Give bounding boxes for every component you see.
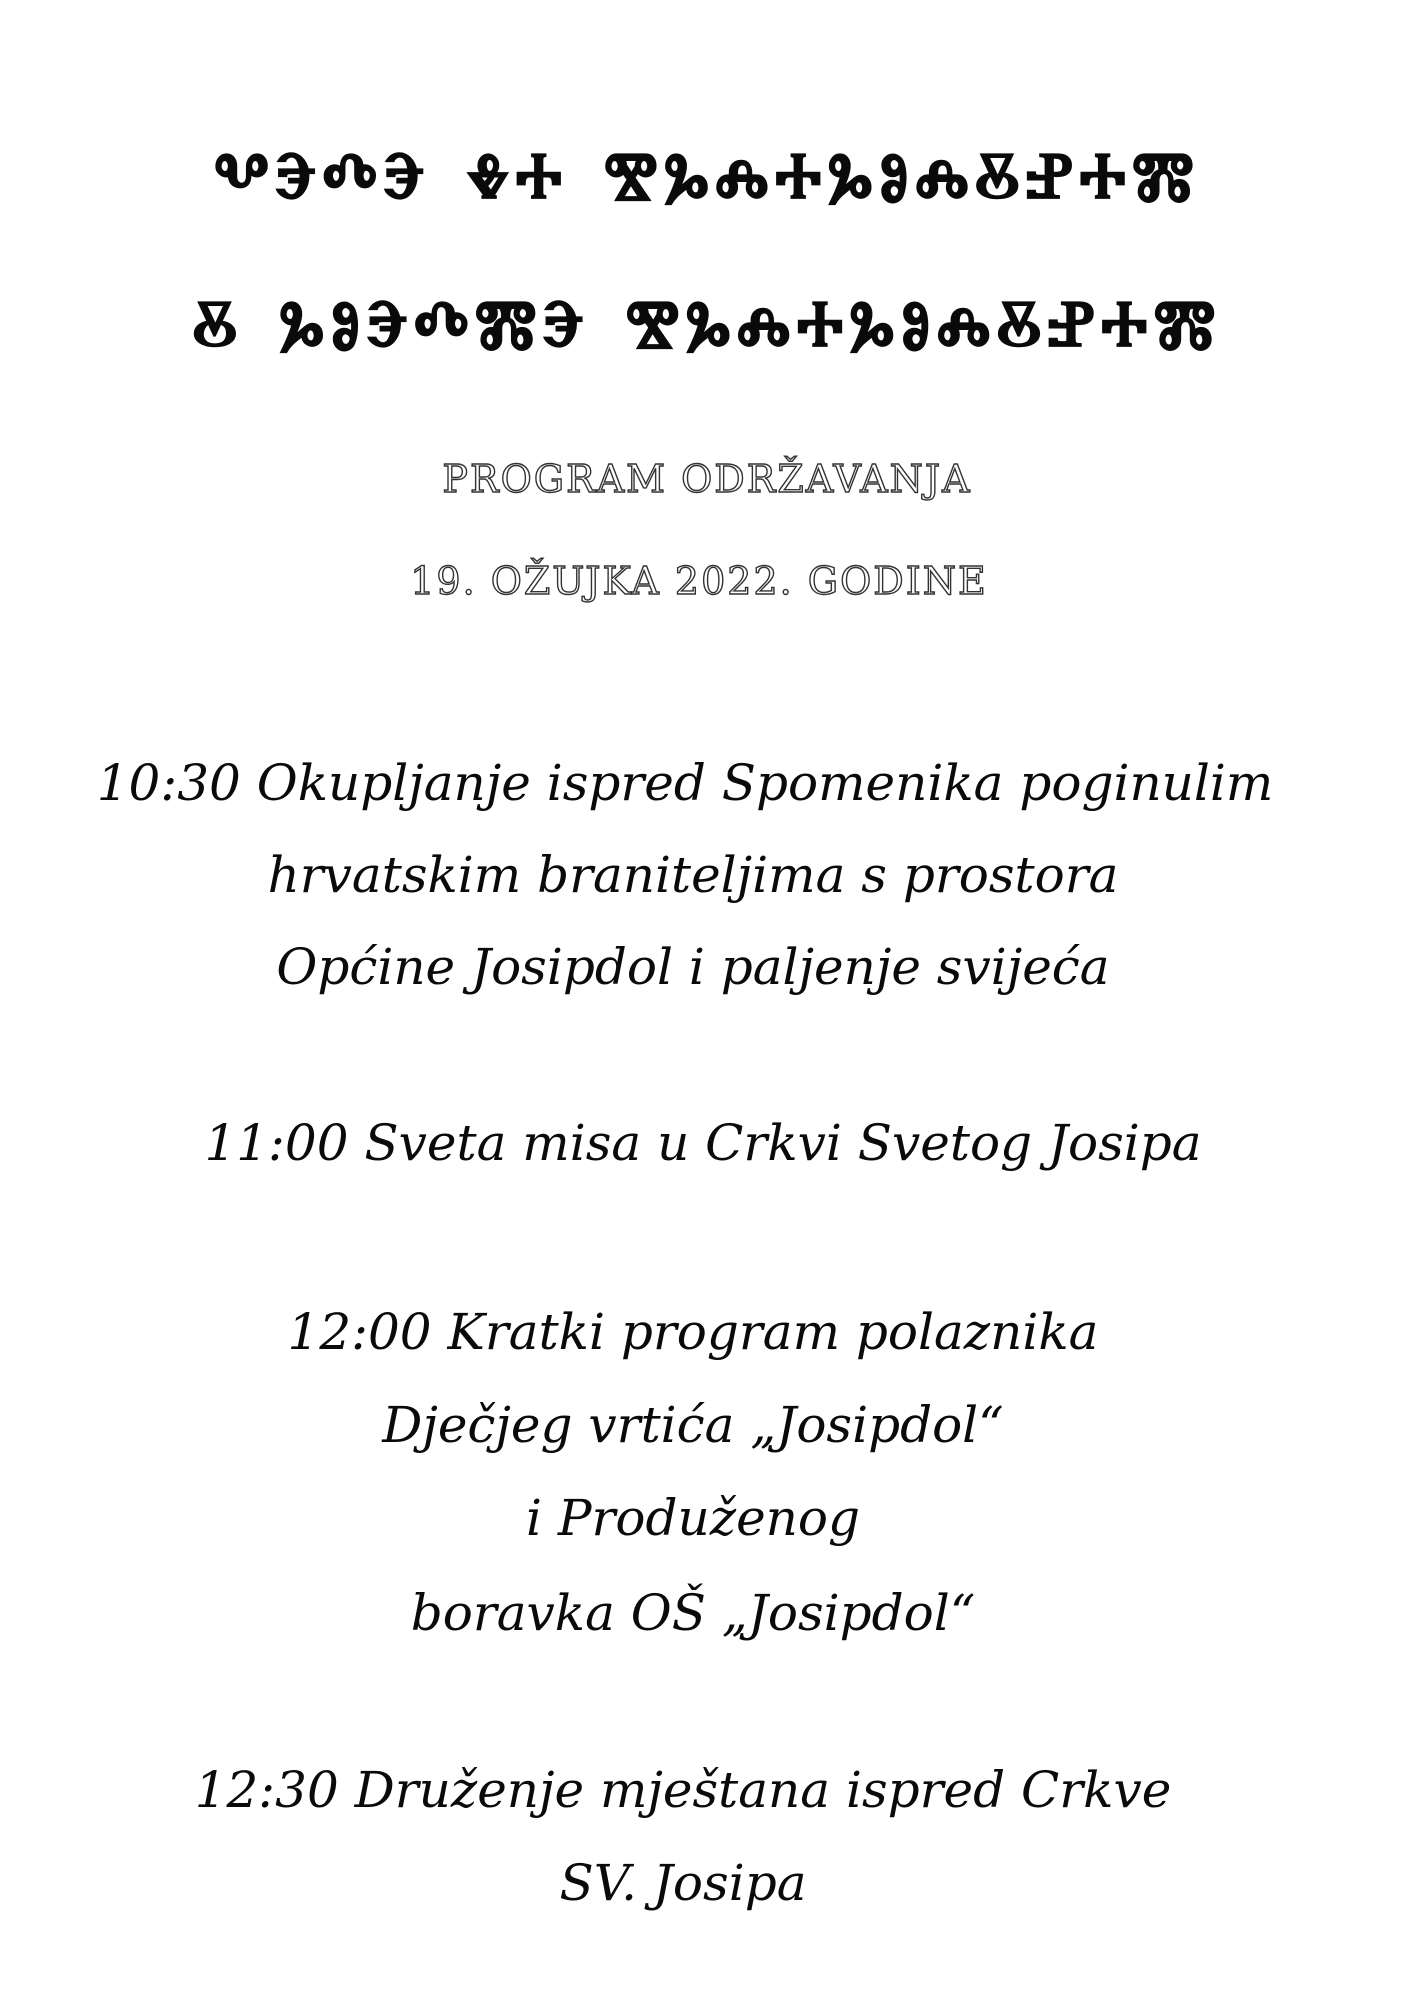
- program-item-4-line-2: SV. Josipa: [559, 1854, 807, 1912]
- program-item-3-line-3: i Produženog: [526, 1489, 860, 1547]
- glagolitic-title-line-2: ⰻ ⰳⱁⰵⰴⰿⰵ ⰺⰳⰾⰰⰳⱁⰾⰻⱀⰰⰿ: [192, 281, 1222, 381]
- program-item-3-line-1: 12:00 Kratki program polaznika: [287, 1303, 1099, 1361]
- program-item-3-line-2: Dječjeg vrtića „Josipdol“: [382, 1396, 1004, 1454]
- program-item-1-line-3: Općine Josipdol i paljenje svijeća: [276, 938, 1110, 996]
- program-item-1-line-1: 10:30 Okupljanje ispred Spomenika poginulim: [96, 754, 1274, 812]
- program-item-1-line-2: hrvatskim braniteljima s prostora: [267, 846, 1119, 904]
- program-item-2-line-1: 11:00 Sveta misa u Crkvi Svetog Josipa: [204, 1114, 1202, 1172]
- event-date: 19. OŽUJKA 2022. GODINE: [410, 559, 988, 603]
- program-item-4-line-1: 12:30 Druženje mještana ispred Crkve: [194, 1761, 1172, 1819]
- glagolitic-title-line-1: ⰲⰵⰴⰵ ⰷⰰ ⰺⰳⰾⰰⰳⱁⰾⰻⱀⰰⰿ: [214, 133, 1200, 233]
- program-subtitle: PROGRAM ODRŽAVANJA: [442, 457, 972, 501]
- program-item-3-line-4: boravka OŠ „Josipdol“: [410, 1584, 976, 1642]
